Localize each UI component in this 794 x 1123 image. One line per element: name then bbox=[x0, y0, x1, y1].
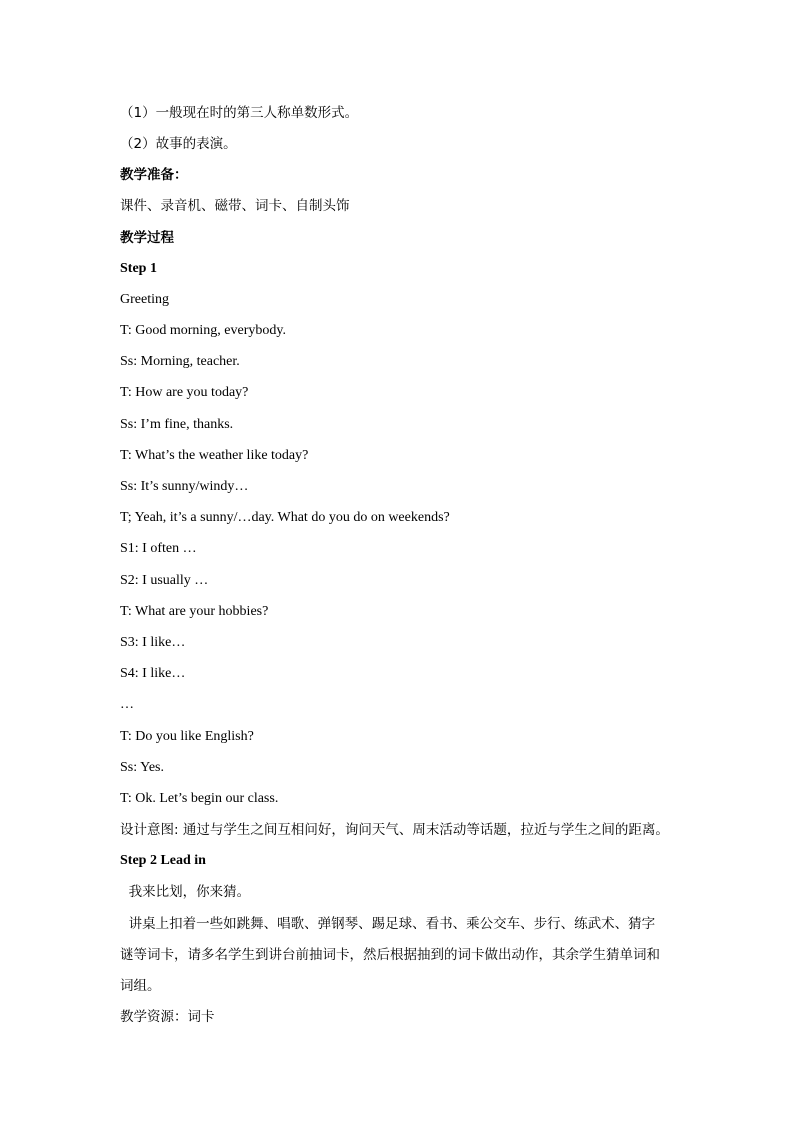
step-2-heading: Step 2 Lead in bbox=[120, 853, 206, 868]
dialogue-line: T: How are you today? bbox=[120, 385, 249, 400]
preparation-materials: 课件、录音机、磁带、词卡、自制头饰 bbox=[120, 198, 350, 214]
dialogue-line: T: Do you like English? bbox=[120, 729, 254, 744]
design-intent: 设计意图: 通过与学生之间互相问好，询问天气、周末活动等话题，拉近与学生之间的距离。 bbox=[120, 822, 669, 838]
dialogue-line: T: Ok. Let’s begin our class. bbox=[120, 791, 279, 806]
dialogue-line: Ss: Yes. bbox=[120, 760, 164, 775]
dialogue-line: Greeting bbox=[120, 292, 169, 307]
dialogue-line: S3: I like… bbox=[120, 635, 186, 650]
dialogue-ellipsis: … bbox=[120, 697, 134, 712]
dialogue-line: T; Yeah, it’s a sunny/…day. What do you do on weekends? bbox=[120, 510, 450, 525]
dialogue-line: T: Good morning, everybody. bbox=[120, 323, 286, 338]
dialogue-line: Ss: I’m fine, thanks. bbox=[120, 417, 234, 432]
activity-description-end: 词组。 bbox=[120, 978, 161, 994]
heading-teaching-process: 教学过程 bbox=[120, 230, 174, 246]
heading-teaching-preparation: 教学准备： bbox=[120, 167, 188, 183]
dialogue-line: T: What are your hobbies? bbox=[120, 604, 269, 619]
dialogue-line: S1: I often … bbox=[120, 541, 197, 556]
dialogue-line: T: What’s the weather like today? bbox=[120, 448, 309, 463]
objective-item-2: （2）故事的表演。 bbox=[120, 136, 237, 152]
activity-title: 我来比划，你来猜。 bbox=[120, 884, 251, 900]
dialogue-line: Ss: It’s sunny/windy… bbox=[120, 479, 249, 494]
dialogue-line: S4: I like… bbox=[120, 666, 186, 681]
step-1-heading: Step 1 bbox=[120, 261, 157, 276]
dialogue-line: S2: I usually … bbox=[120, 573, 209, 588]
teaching-resources: 教学资源：词卡 bbox=[120, 1009, 215, 1025]
objective-item-1: （1）一般现在时的第三人称单数形式。 bbox=[120, 105, 359, 121]
activity-description: 讲桌上扣着一些如跳舞、唱歌、弹钢琴、踢足球、看书、乘公交车、步行、练武术、猜字 bbox=[120, 916, 656, 932]
activity-description-cont: 谜等词卡，请多名学生到讲台前抽词卡，然后根据抽到的词卡做出动作，其余学生猜单词和 bbox=[120, 947, 660, 963]
dialogue-line: Ss: Morning, teacher. bbox=[120, 354, 240, 369]
